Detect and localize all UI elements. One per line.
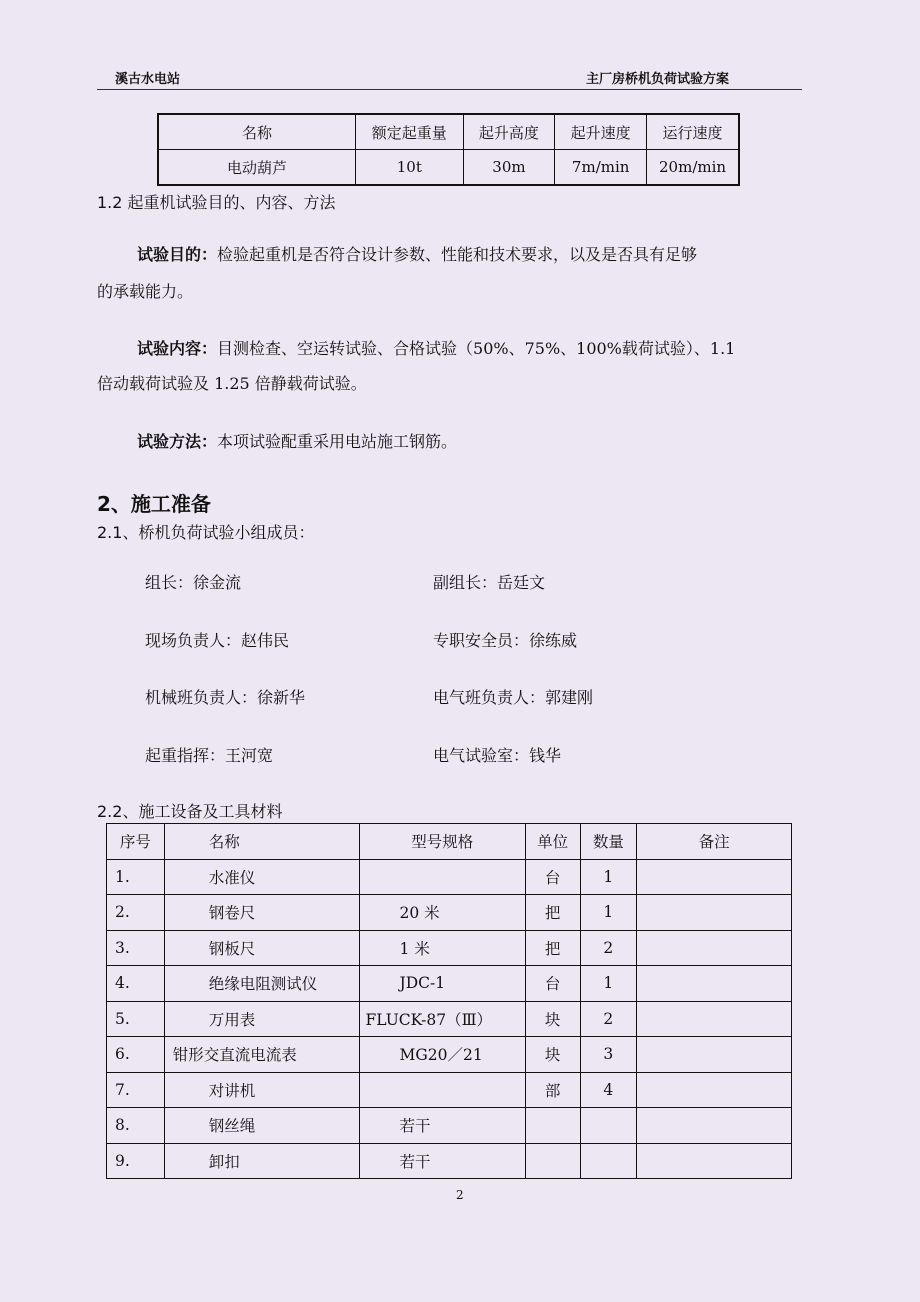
header-left: 溪古水电站	[115, 72, 181, 87]
eq-cell-qty: 1	[580, 966, 637, 1002]
table-row	[107, 1143, 792, 1179]
eq-cell-remark	[637, 859, 792, 895]
eq-cell-remark	[637, 1072, 792, 1108]
eq-cell-qty	[580, 1108, 637, 1144]
member-right-4: 电气试验室：钱华	[433, 746, 562, 765]
spec-cell-height: 30m	[463, 150, 555, 186]
eq-col-qty: 数量	[580, 824, 637, 860]
eq-cell-model: MG20／21	[359, 1037, 525, 1073]
eq-cell-unit: 块	[525, 1001, 580, 1037]
eq-cell-model: 1 米	[359, 930, 525, 966]
spec-col-capacity: 额定起重量	[356, 114, 464, 150]
eq-cell-remark	[637, 1108, 792, 1144]
table-row	[107, 930, 792, 966]
method-text: 本项试验配重采用电站施工钢筋。	[217, 432, 458, 451]
spec-col-name: 名称	[158, 114, 356, 150]
eq-cell-remark	[637, 1143, 792, 1179]
header-right: 主厂房桥机负荷试验方案	[586, 72, 730, 87]
spec-col-height: 起升高度	[463, 114, 555, 150]
equipment-header-row	[107, 824, 792, 860]
eq-cell-name: 钢板尺	[164, 930, 359, 966]
spec-table-row	[158, 150, 739, 186]
eq-cell-model: 若干	[359, 1108, 525, 1144]
eq-cell-qty	[580, 1143, 637, 1179]
eq-cell-qty: 2	[580, 930, 637, 966]
table-row	[107, 1108, 792, 1144]
eq-cell-no: 8.	[107, 1108, 165, 1144]
table-row	[107, 895, 792, 931]
eq-cell-no: 4.	[107, 966, 165, 1002]
purpose-text-1: 检验起重机是否符合设计参数、性能和技术要求，以及是否具有足够	[217, 245, 698, 264]
spec-cell-travel-speed: 20m/min	[647, 150, 739, 186]
eq-cell-no: 6.	[107, 1037, 165, 1073]
table-row	[107, 966, 792, 1002]
eq-col-remark: 备注	[637, 824, 792, 860]
member-left-3: 机械班负责人：徐新华	[145, 688, 306, 707]
content-text-1: 目测检查、空运转试验、合格试验（50%、75%、100%载荷试验）、1.1	[217, 339, 736, 358]
eq-cell-unit: 台	[525, 859, 580, 895]
eq-cell-unit: 部	[525, 1072, 580, 1108]
page-number: 2	[456, 1188, 464, 1202]
eq-cell-name: 绝缘电阻测试仪	[164, 966, 359, 1002]
eq-cell-qty: 2	[580, 1001, 637, 1037]
member-right-3: 电气班负责人：郭建刚	[433, 688, 594, 707]
eq-cell-name: 卸扣	[164, 1143, 359, 1179]
spec-cell-lift-speed: 7m/min	[555, 150, 647, 186]
spec-cell-capacity: 10t	[356, 150, 464, 186]
eq-cell-model	[359, 1072, 525, 1108]
eq-cell-remark	[637, 895, 792, 931]
spec-table	[157, 113, 740, 186]
eq-col-unit: 单位	[525, 824, 580, 860]
member-left-1: 组长：徐金流	[145, 573, 242, 592]
method-paragraph	[137, 432, 457, 452]
section-2-heading: 2、施工准备	[97, 492, 211, 516]
member-right-2: 专职安全员：徐练威	[433, 631, 578, 650]
eq-cell-unit: 把	[525, 930, 580, 966]
eq-cell-model: 若干	[359, 1143, 525, 1179]
eq-cell-model: JDC-1	[359, 966, 525, 1002]
eq-cell-no: 2.	[107, 895, 165, 931]
eq-col-no: 序号	[107, 824, 165, 860]
eq-cell-name: 水准仪	[164, 859, 359, 895]
eq-cell-name: 钳形交直流电流表	[164, 1037, 359, 1073]
member-left-4: 起重指挥：王河宽	[145, 746, 274, 765]
content-text-2: 倍动载荷试验及 1.25 倍静载荷试验。	[97, 374, 367, 393]
eq-cell-remark	[637, 930, 792, 966]
member-left-2: 现场负责人：赵伟民	[145, 631, 290, 650]
eq-cell-name: 钢丝绳	[164, 1108, 359, 1144]
eq-cell-no: 5.	[107, 1001, 165, 1037]
eq-cell-name: 万用表	[164, 1001, 359, 1037]
eq-cell-remark	[637, 966, 792, 1002]
eq-cell-model	[359, 859, 525, 895]
eq-cell-model: FLUCK-87（Ⅲ）	[359, 1001, 525, 1037]
eq-col-model: 型号规格	[359, 824, 525, 860]
spec-col-travel-speed: 运行速度	[647, 114, 739, 150]
eq-cell-unit: 台	[525, 966, 580, 1002]
purpose-paragraph-line1	[137, 245, 697, 265]
eq-cell-unit	[525, 1143, 580, 1179]
eq-cell-remark	[637, 1037, 792, 1073]
eq-cell-name: 钢卷尺	[164, 895, 359, 931]
eq-cell-unit: 块	[525, 1037, 580, 1073]
section-2-2-heading: 2.2、施工设备及工具材料	[97, 802, 283, 821]
content-label: 试验内容：	[137, 339, 218, 358]
table-row	[107, 1001, 792, 1037]
eq-cell-model: 20 米	[359, 895, 525, 931]
eq-col-name: 名称	[164, 824, 359, 860]
content-paragraph-line1	[137, 339, 735, 359]
table-row	[107, 859, 792, 895]
eq-cell-no: 1.	[107, 859, 165, 895]
header-rule	[97, 89, 802, 90]
table-row	[107, 1037, 792, 1073]
eq-cell-qty: 4	[580, 1072, 637, 1108]
eq-cell-name: 对讲机	[164, 1072, 359, 1108]
purpose-label: 试验目的：	[137, 245, 218, 264]
table-row	[107, 1072, 792, 1108]
member-right-1: 副组长：岳廷文	[433, 573, 546, 592]
section-1-2-heading: 1.2 起重机试验目的、内容、方法	[97, 193, 336, 212]
spec-col-lift-speed: 起升速度	[555, 114, 647, 150]
purpose-text-2: 的承载能力。	[97, 282, 194, 301]
eq-cell-no: 7.	[107, 1072, 165, 1108]
spec-cell-name: 电动葫芦	[158, 150, 356, 186]
eq-cell-qty: 3	[580, 1037, 637, 1073]
eq-cell-unit: 把	[525, 895, 580, 931]
eq-cell-qty: 1	[580, 895, 637, 931]
eq-cell-no: 3.	[107, 930, 165, 966]
spec-table-header-row	[158, 114, 739, 150]
section-2-1-heading: 2.1、桥机负荷试验小组成员：	[97, 523, 315, 542]
eq-cell-remark	[637, 1001, 792, 1037]
method-label: 试验方法：	[137, 432, 218, 451]
eq-cell-no: 9.	[107, 1143, 165, 1179]
eq-cell-unit	[525, 1108, 580, 1144]
eq-cell-qty: 1	[580, 859, 637, 895]
equipment-table	[106, 823, 792, 1179]
